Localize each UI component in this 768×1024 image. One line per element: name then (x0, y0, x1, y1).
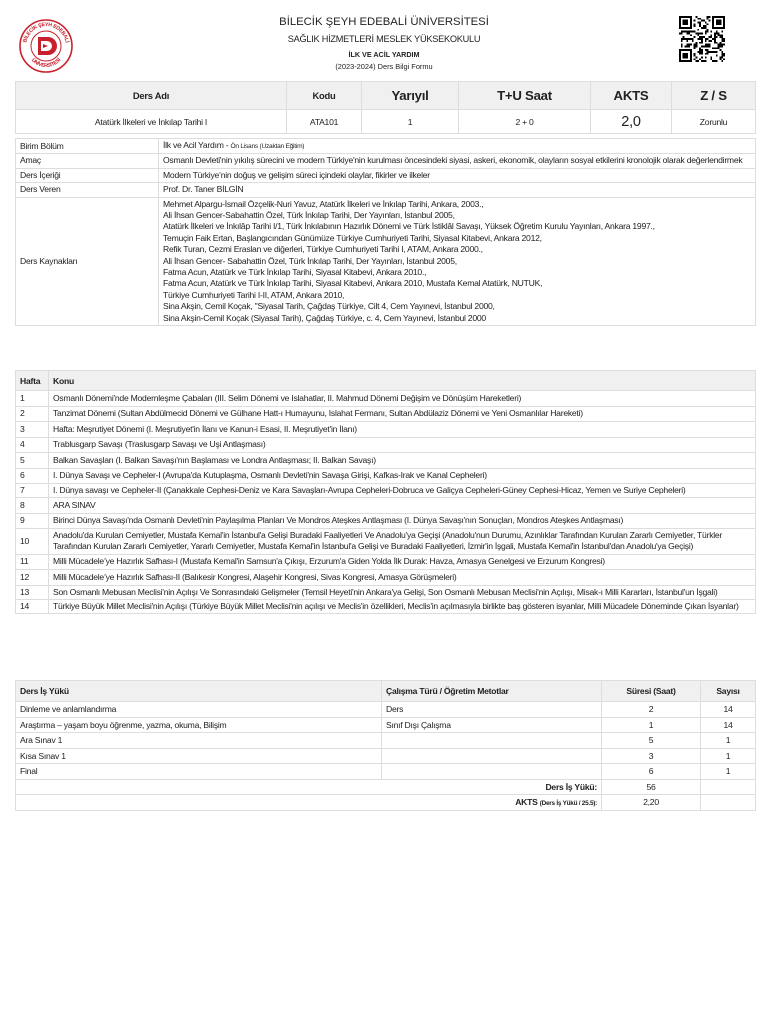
count-header: Sayısı (701, 681, 756, 702)
content-label: Ders İçeriği (16, 168, 159, 182)
course-hours: 2 + 0 (459, 110, 591, 134)
table-row (16, 391, 756, 407)
source-item: Sina Akşin, Cemil Koçak, "Siyasal Tarih, Çağdaş Türkiye, Cilt 4, Cem Yayınevi, İstanbul 2000, (163, 301, 495, 312)
week-number: 7 (16, 484, 49, 498)
university-name: BİLECİK ŞEYH EDEBALİ ÜNİVERSİTESİ (279, 16, 489, 28)
unit-value (159, 139, 756, 154)
table-row (16, 702, 756, 718)
course-summary-table (15, 81, 756, 134)
akts-total-label (16, 795, 602, 811)
duration-header: Süresi (Saat) (602, 681, 701, 702)
activity-method (382, 748, 602, 764)
activity-count: 1 (701, 764, 756, 780)
aim-label: Amaç (16, 154, 159, 168)
week-topic: I. Dünya Savaşı ve Cepheler-I (Avrupa'da Kutuplaşma, Osmanlı Devleti'nin Savaşa Girişi, Kafkas-Irak ve Kanal Cepheleri) (49, 468, 756, 484)
weekly-topics-table (15, 370, 756, 614)
unit-label: Birim Bölüm (16, 139, 159, 154)
source-item: Refik Turan, Cezmi Eraslan ve diğerleri, Türkiye Cumhuriyeti Tarihi I, ATAM, Ankara 2000., (163, 244, 483, 255)
week-topic: Osmanlı Dönemi'nde Modernleşme Çabaları (III. Selim Dönemi ve Islahatlar, II. Mahmud Dönemi Değişim ve Dönüşüm Hareketleri) (49, 391, 756, 407)
akts-formula: (Ders İş Yükü / 25.5): (539, 800, 597, 808)
sources-label: Ders Kaynakları (16, 197, 159, 325)
course-code-header: Kodu (287, 82, 362, 110)
university-logo (16, 18, 76, 73)
source-item: Ali İhsan Gencer- Sabahattin Özel, Türk İnkılap Tarihi, Der Yayınları, İstanbul 2005, (163, 255, 457, 266)
table-row (16, 554, 756, 570)
method-header: Çalışma Türü / Öğretim Metotlar (382, 681, 602, 702)
hours-header: T+U Saat (459, 82, 591, 110)
activity-count: 14 (701, 702, 756, 718)
svg-text:ÜNİVERSİTESİ: ÜNİVERSİTESİ (29, 57, 63, 70)
table-row (16, 484, 756, 498)
week-topic: I. Dünya savaşı ve Cepheler-II (Çanakkale Cephesi-Deniz ve Kara Savaşları-Avrupa Cepheleri-Dobruca ve Galiçya Cepheleri-Güney Cephesi-Hicaz, Yemen ve Suriye Cepheleri) (49, 484, 756, 498)
activity-method: Ders (382, 702, 602, 718)
activity-method (382, 764, 602, 780)
week-number: 2 (16, 406, 49, 422)
source-item: Fatma Acun, Atatürk ve Türk İnkılap Tarihi, Siyasal Kitabevi, Ankara 2010, Mustafa Kemal Atatürk, NUTUK, (163, 278, 543, 289)
activity-name: Dinleme ve anlamlandırma (16, 702, 382, 718)
table-row (16, 437, 756, 453)
activity-name: Kısa Sınav 1 (16, 748, 382, 764)
form-title: (2023-2024) Ders Bilgi Formu (335, 62, 433, 71)
lecturer-label: Ders Veren (16, 183, 159, 197)
week-number: 11 (16, 554, 49, 570)
akts-label: AKTS (515, 797, 538, 808)
total-workload-value: 56 (602, 779, 701, 795)
week-number: 12 (16, 570, 49, 586)
akts-header: AKTS (591, 82, 672, 110)
activity-count: 1 (701, 733, 756, 749)
total-workload-label: Ders İş Yükü: (16, 779, 602, 795)
week-topic: Tanzimat Dönemi (Sultan Abdülmecid Dönemi ve Gülhane Hatt-ı Humayunu, Islahat Fermanı, Sultan Abdülaziz Dönemi ve Yeni Osmanlılar Hareketi) (49, 406, 756, 422)
week-topic: Türkiye Büyük Millet Meclisi'nin Açılışı (Türkiye Büyük Millet Meclisi'nin açılışı ve Meclis'in özellikleri, Meclis'in açılmasıyla birlikte baş gösteren isyanlar, Milli Mücadele Döneminde Çıkan İsyanlar) (49, 599, 756, 613)
activity-duration: 5 (602, 733, 701, 749)
week-topic: Balkan Savaşları (I. Balkan Savaşı'nın Başlaması ve Londra Antlaşması; II. Balkan Savaşı) (49, 453, 756, 469)
week-topic: Birinci Dünya Savaşı'nda Osmanlı Devleti'nin Paylaşılma Planları Ve Mondros Ateşkes Antlaşması (I. Dünya Savaşı'nın Sonuçları, Mondros Ateşkes Antlaşması) (49, 513, 756, 529)
week-number: 3 (16, 422, 49, 438)
activity-name: Ara Sınav 1 (16, 733, 382, 749)
source-item: Türkiye Cumhuriyeti Tarihi I-II, ATAM, Ankara 2010, (163, 289, 345, 300)
week-number: 9 (16, 513, 49, 529)
empty-cell (701, 795, 756, 811)
activity-duration: 6 (602, 764, 701, 780)
qr-code (679, 16, 725, 62)
empty-cell (701, 779, 756, 795)
course-code: ATA101 (287, 110, 362, 134)
unit-level: Ön Lisans (Uzaktan Eğitim) (230, 143, 305, 150)
table-row (16, 529, 756, 554)
week-topic: Son Osmanlı Mebusan Meclisi'nin Açılışı Ve Sonrasındaki Gelişmeler (Temsil Heyeti'nin Ankara'ya Gelişi, Son Osmanlı Mebusan Meclisi'nin Açılışı, Misak-ı Milli Kararları, İstanbul'un İşgali) (49, 585, 756, 599)
aim-value: Osmanlı Devleti'nin yıkılış sürecini ve modern Türkiye'nin kurulması öncesindeki siyasi, askeri, ekonomik, olayların sosyal etkilerini kronolojik olarak değerlendirmek (159, 154, 756, 168)
workload-header: Ders İş Yükü (16, 681, 382, 702)
source-item: Temuçin Faik Ertan, Başlangıcından Günümüze Türkiye Cumhuriyeti Tarihi, Siyasal Kitabevi, Ankara 2012, (163, 232, 542, 243)
activity-duration: 3 (602, 748, 701, 764)
program-name: İLK VE ACİL YARDIM (348, 50, 420, 59)
week-topic: Anadolu'da Kurulan Cemiyetler, Mustafa Kemal'in İstanbul'a Gelişi Buradaki Faaliyetleri Ve Anadolu'ya Geçişi (Anadolu'nun Durumu, Azınlıklar Tarafından Kurulan Zararlı Cemiyetler, Türkler Tarafından Kurulan Zararlı Cemiyetler, Yararlı Cemiyetler, Mustafa Kemal'in İstanbul'a Gelişi ve Buradaki Faaliyetleri, İzmir'in İşgali, Mustafa Kemal'in İstanbul'dan Anadolu'ya Geçişi) (49, 529, 756, 554)
sources-list (159, 197, 756, 325)
source-item: Mehmet Alpargu-İsmail Özçelik-Nuri Yavuz, Atatürk İlkeleri ve İnkılap Tarihi, Ankara, 2003., (163, 198, 484, 209)
course-akts: 2,0 (591, 110, 672, 134)
week-number: 5 (16, 453, 49, 469)
semester-header: Yarıyıl (362, 82, 459, 110)
week-number: 6 (16, 468, 49, 484)
content-value: Modern Türkiye’nin doğuş ve gelişim süreci içindeki olaylar, fikirler ve ilkeler (159, 168, 756, 182)
school-name: SAĞLIK HİZMETLERİ MESLEK YÜKSEKOKULU (287, 34, 481, 44)
total-row (16, 779, 756, 795)
table-row (16, 733, 756, 749)
type-header: Z / S (672, 82, 756, 110)
table-row (16, 570, 756, 586)
week-number: 4 (16, 437, 49, 453)
week-number: 1 (16, 391, 49, 407)
activity-method (382, 733, 602, 749)
week-number: 8 (16, 498, 49, 514)
table-row (16, 585, 756, 599)
svg-text:BİLECİK ŞEYH EDEBALİ: BİLECİK ŞEYH EDEBALİ (22, 21, 70, 44)
activity-duration: 2 (602, 702, 701, 718)
table-row (16, 513, 756, 529)
workload-table (15, 680, 756, 811)
source-item: Ali İhsan Gencer-Sabahattin Özel, Türk İnkılap Tarihi, Der Yayınları, İstanbul 2005, (163, 210, 455, 221)
activity-name: Araştırma – yaşam boyu öğrenme, yazma, okuma, Bilişim (16, 717, 382, 733)
source-item: Atatürk İlkeleri ve İnkılâp Tarihi I/1, Türk İnkılabının Hazırlık Dönemi ve Türk İstiklâl Savaşı, Yüksek Öğretim Kurulu Yayınları, Ankara 1997., (163, 221, 655, 232)
table-row (16, 717, 756, 733)
activity-name: Final (16, 764, 382, 780)
week-number: 13 (16, 585, 49, 599)
source-item: Sina Akşin-Cemil Koçak (Siyasal Tarih), Çağdaş Türkiye, c. 4, Cem Yayınevi, İstanbul 2000 (163, 312, 486, 323)
lecturer-value: Prof. Dr. Taner BİLGİN (159, 183, 756, 197)
course-semester: 1 (362, 110, 459, 134)
topic-header: Konu (49, 371, 756, 391)
week-topic: Trablusgarp Savaşı (Traslusgarp Savaşı ve Uşi Antlaşması) (49, 437, 756, 453)
week-topic: Milli Mücadele’ye Hazırlık Safhası-I (Mustafa Kemal'in Samsun'a Çıkışı, Erzurum'a Giden Yolda İlk Durak: Havza, Amasya Genelgesi ve Erzurum Kongresi) (49, 554, 756, 570)
table-row (16, 599, 756, 613)
course-info-table (15, 138, 756, 326)
week-topic: ARA SINAV (49, 498, 756, 514)
table-row (16, 498, 756, 514)
source-item: Fatma Acun, Atatürk ve Türk İnkılap Tarihi, Siyasal Kitabevi, Ankara 2010., (163, 267, 427, 278)
table-row (16, 468, 756, 484)
week-number: 10 (16, 529, 49, 554)
course-name-header: Ders Adı (16, 82, 287, 110)
unit-name: İlk ve Acil Yardım - (163, 140, 231, 150)
table-row (16, 406, 756, 422)
table-row (16, 764, 756, 780)
akts-row (16, 795, 756, 811)
week-topic: Hafta: Meşrutiyet Dönemi (I. Meşrutiyet'in İlanı ve Kanun-i Esasi, II. Meşrutiyet'in İlanı) (49, 422, 756, 438)
table-row (16, 748, 756, 764)
activity-method: Sınıf Dışı Çalışma (382, 717, 602, 733)
table-row (16, 422, 756, 438)
akts-total-value: 2,20 (602, 795, 701, 811)
week-header: Hafta (16, 371, 49, 391)
course-name: Atatürk İlkeleri ve İnkılap Tarihi I (16, 110, 287, 134)
table-row (16, 453, 756, 469)
activity-count: 1 (701, 748, 756, 764)
week-topic: Milli Mücadele’ye Hazırlık Safhası-II (Balıkesir Kongresi, Alaşehir Kongresi, Sivas Kongresi, Amasya Görüşmeleri) (49, 570, 756, 586)
activity-count: 14 (701, 717, 756, 733)
week-number: 14 (16, 599, 49, 613)
course-type: Zorunlu (672, 110, 756, 134)
activity-duration: 1 (602, 717, 701, 733)
